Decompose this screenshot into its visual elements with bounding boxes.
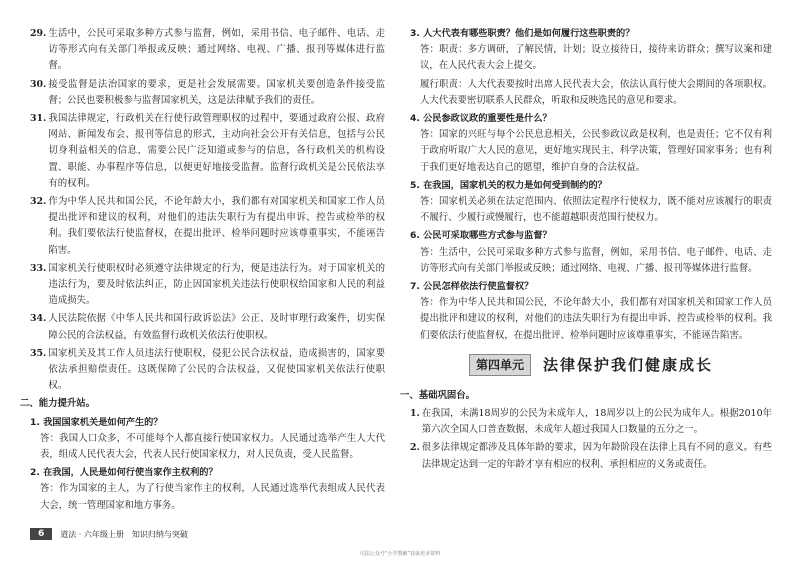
answer: 答：生活中，公民可采取多种方式参与监督，例如，采用书信、电子邮件、电话、走访等形式向有关部门举报或反映；通过网络、电视、广播、报刊等媒体进行监督。 (420, 246, 772, 274)
qa-list-left (30, 415, 385, 514)
item-number: 35. (30, 347, 47, 359)
knowledge-item (30, 77, 385, 109)
knowledge-item (30, 194, 385, 259)
page-footer (30, 528, 188, 540)
item-text: 作为中华人民共和国公民，不论年龄大小，我们都有对国家机关和国家工作人员提出批评和建议的权利，对他们的违法失职行为有提出申诉、控告或检举的权利。我们要依法行使监督权，在提出批评、检举问题时应该尊重事实，不能诬告陷害。 (48, 196, 385, 256)
item-text: 在我国，未满18周岁的公民为未成年人，18周岁以上的公民为成年人。根据2010年第六次全国人口普查数据，未成年人超过我国人口数量的五分之一。 (421, 408, 772, 436)
knowledge-item (410, 440, 772, 472)
question: 2. 在我国，人民是如何行使当家作主权利的？ (30, 467, 218, 479)
item-number: 1. (410, 408, 420, 420)
item-text: 生活中，公民可采取多种方式参与监督，例如，采用书信、电子邮件、电话、走访等形式向有关部门举报或反映；通过网络、电视、广播、报刊等媒体进行监督。 (48, 28, 385, 72)
section-heading-basics: 一、基础巩固台。 (400, 389, 476, 401)
item-text: 我国法律规定，行政机关在行使行政管理职权的过程中，要通过政府公报、政府网站、新闻发布会、报刊等信息的形式，主动向社会公开有关信息，包括与公民切身利益相关的信息，需要公民广泛知道或参与的信息，各行政机关的机构设置、职能、办事程序等信息，以便更好地接受监督。监督行政机关是公民依法享有的权利。 (48, 113, 385, 189)
question: 4. 公民参政议政的重要性是什么？ (410, 113, 552, 125)
item-text: 人民法院依据《中华人民共和国行政诉讼法》公正、及时审理行政案件，切实保障公民的合法权益，有效监督行政机关依法行使职权。 (48, 313, 385, 341)
item-text: 国家机关行使职权时必须遵守法律规定的行为，便是违法行为。对于国家机关的违法行为，要及时依法纠正，防止因国家机关违法行使职权给国家和人民的利益造成损失。 (48, 262, 385, 307)
question: 5. 在我国，国家机关的权力是如何受到制约的？ (410, 179, 607, 191)
knowledge-item (410, 406, 772, 438)
answer: 答：作为中华人民共和国公民，不论年龄大小，我们都有对国家机关和国家工作人员提出批评和建议的权利，对他们的违法失职行为有提出申诉、控告或检举的权利。我们要依法行使监督权，在提出批评、检举问题时应该尊重事实，不能诬告陷害。 (420, 297, 772, 341)
item-number: 34. (30, 313, 47, 325)
footer-watermark: 司法公众号“小学教辅”获取更多资料 (359, 551, 441, 557)
knowledge-item (30, 311, 385, 343)
question: 1. 我国国家机关是如何产生的？ (30, 416, 163, 428)
answer-continued: 履行职责：人大代表要按时出席人民代表大会，依法认真行使大会期间的各项职权。人大代表要密切联系人民群众，听取和反映选民的意见和要求。 (420, 78, 772, 106)
item-number: 29. (30, 28, 47, 39)
section-heading-ability: 二、能力提升站。 (20, 398, 96, 410)
item-number: 30. (30, 78, 47, 90)
knowledge-list-left (30, 26, 385, 394)
knowledge-item (30, 26, 385, 75)
knowledge-item (30, 111, 385, 192)
unit-header (410, 352, 772, 378)
item-text: 很多法律规定都涉及具体年龄的要求，因为年龄阶段在法律上具有不同的意义。有些法律规定达到一定的年龄才享有相应的权利、承担相应的义务或责任。 (421, 442, 772, 470)
question: 6. 公民可采取哪些方式参与监督？ (410, 230, 552, 242)
item-number: 33. (30, 262, 47, 274)
answer: 答：我国人口众多，不可能每个人都直接行使国家权力。人民通过选举产生人大代表，组成人民代表大会，代表人民行使国家权力，对人民负责，受人民监督。 (40, 432, 385, 461)
answer: 答：作为国家的主人，为了行使当家作主的权利，人民通过选举代表组成人民代表大会，统一管理国家和地方事务。 (40, 483, 385, 511)
book-title: 道法 · 六年级上册 知识归纳与突破 (60, 529, 188, 539)
item-text: 国家机关及其工作人员违法行使职权，侵犯公民合法权益，造成损害的，国家要依法承担赔偿责任。这既保障了公民的合法权益，又促使国家机关依法行使职权。 (48, 347, 385, 392)
answer: 答：国家机关必须在法定范围内、依照法定程序行使权力，既不能对应该履行的职责不履行、少履行或慢履行，也不能超越职责范围行使权力。 (420, 196, 772, 224)
item-number: 31. (30, 113, 47, 125)
unit-title: 法律保护我们健康成长 (543, 355, 714, 374)
item-number: 2. (410, 442, 420, 454)
question: 7. 公民怎样依法行使监督权？ (410, 281, 534, 293)
item-number: 32. (30, 196, 47, 208)
qa-list-right (410, 26, 772, 344)
answer: 答：国家的兴旺与每个公民息息相关，公民参政议政是权利，也是责任；它不仅有利于政府听取广大人民的意见，更好地实现民主、科学决策，管理好国家事务；也有利于我们更好地表达自己的愿望，维护自身的合法权益。 (420, 129, 772, 173)
question: 3. 人大代表有哪些职责？他们是如何履行这些职责的？ (410, 28, 635, 39)
page-number: 6 (30, 528, 52, 540)
left-column (20, 26, 385, 516)
unit-label: 第四单元 (469, 354, 531, 376)
item-text: 接受监督是法治国家的要求，更是社会发展需要。国家机关要创造条件接受监督；公民也要积极参与监督国家机关，这是法律赋予我们的责任。 (48, 78, 385, 106)
knowledge-item (30, 261, 385, 310)
right-column (400, 26, 772, 475)
knowledge-list-right (410, 406, 772, 473)
knowledge-item (30, 346, 385, 395)
answer: 答：职责：多方调研，了解民情，计划；设立接待日，接待来访群众；撰写议案和建议，在人民代表大会上提交。 (420, 44, 772, 72)
